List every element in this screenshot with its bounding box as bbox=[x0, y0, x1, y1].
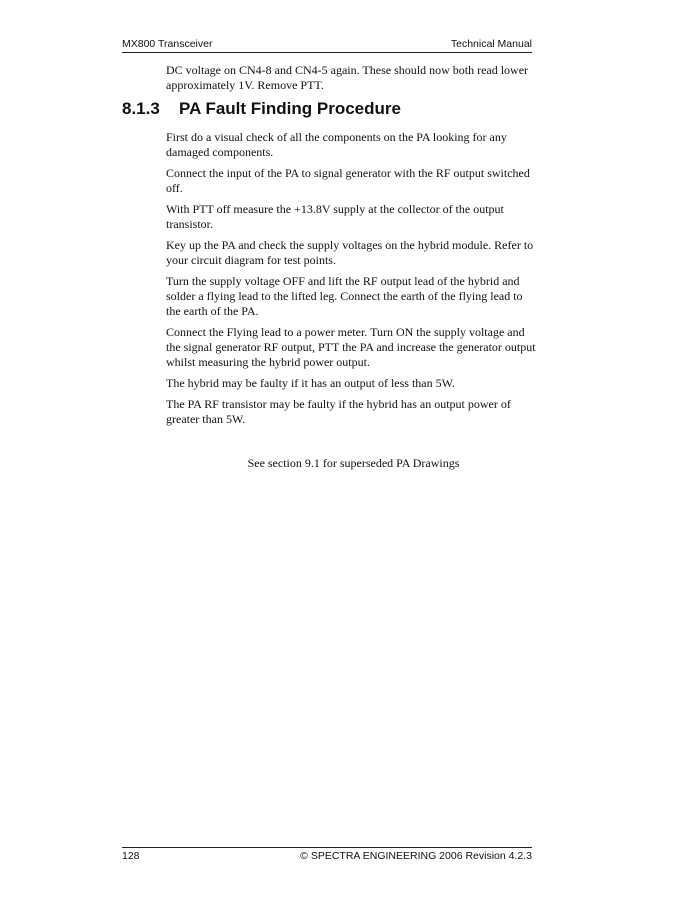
header-document-title: MX800 Transceiver bbox=[122, 38, 213, 50]
section-heading bbox=[122, 99, 401, 119]
cross-reference-text: See section 9.1 for superseded PA Drawings bbox=[247, 456, 460, 470]
section-title: PA Fault Finding Procedure bbox=[179, 99, 401, 118]
section-number: 8.1.3 bbox=[122, 99, 160, 118]
footer-copyright: © SPECTRA ENGINEERING 2006 Revision 4.2.3 bbox=[300, 850, 532, 862]
page-number: 128 bbox=[122, 850, 140, 862]
header-manual-type: Technical Manual bbox=[450, 38, 532, 50]
paragraph: The PA RF transistor may be faulty if the hybrid has an output power of greater than 5W. bbox=[166, 397, 511, 426]
paragraph: Turn the supply voltage OFF and lift the RF output lead of the hybrid and solder a flying lead to the lifted leg. Connect the earth of the flying lead to the earth of the PA. bbox=[166, 274, 523, 318]
section-body bbox=[166, 130, 536, 433]
cross-reference-note bbox=[0, 454, 695, 472]
intro-paragraph: DC voltage on CN4-8 and CN4-5 again. These should now both read lower approximately 1V. Remove PTT. bbox=[166, 63, 529, 92]
page-header bbox=[122, 38, 532, 53]
paragraph: The hybrid may be faulty if it has an output of less than 5W. bbox=[166, 376, 455, 390]
paragraph: First do a visual check of all the components on the PA looking for any damaged components. bbox=[166, 130, 507, 159]
paragraph: Key up the PA and check the supply voltages on the hybrid module. Refer to your circuit diagram for test points. bbox=[166, 238, 534, 267]
paragraph: Connect the input of the PA to signal generator with the RF output switched off. bbox=[166, 166, 530, 195]
paragraph: With PTT off measure the +13.8V supply at the collector of the output transistor. bbox=[166, 202, 504, 231]
page-footer bbox=[122, 847, 532, 862]
paragraph: Connect the Flying lead to a power meter. Turn ON the supply voltage and the signal generator RF output, PTT the PA and increase the generator output whilst measuring the hybrid power output. bbox=[166, 325, 536, 369]
